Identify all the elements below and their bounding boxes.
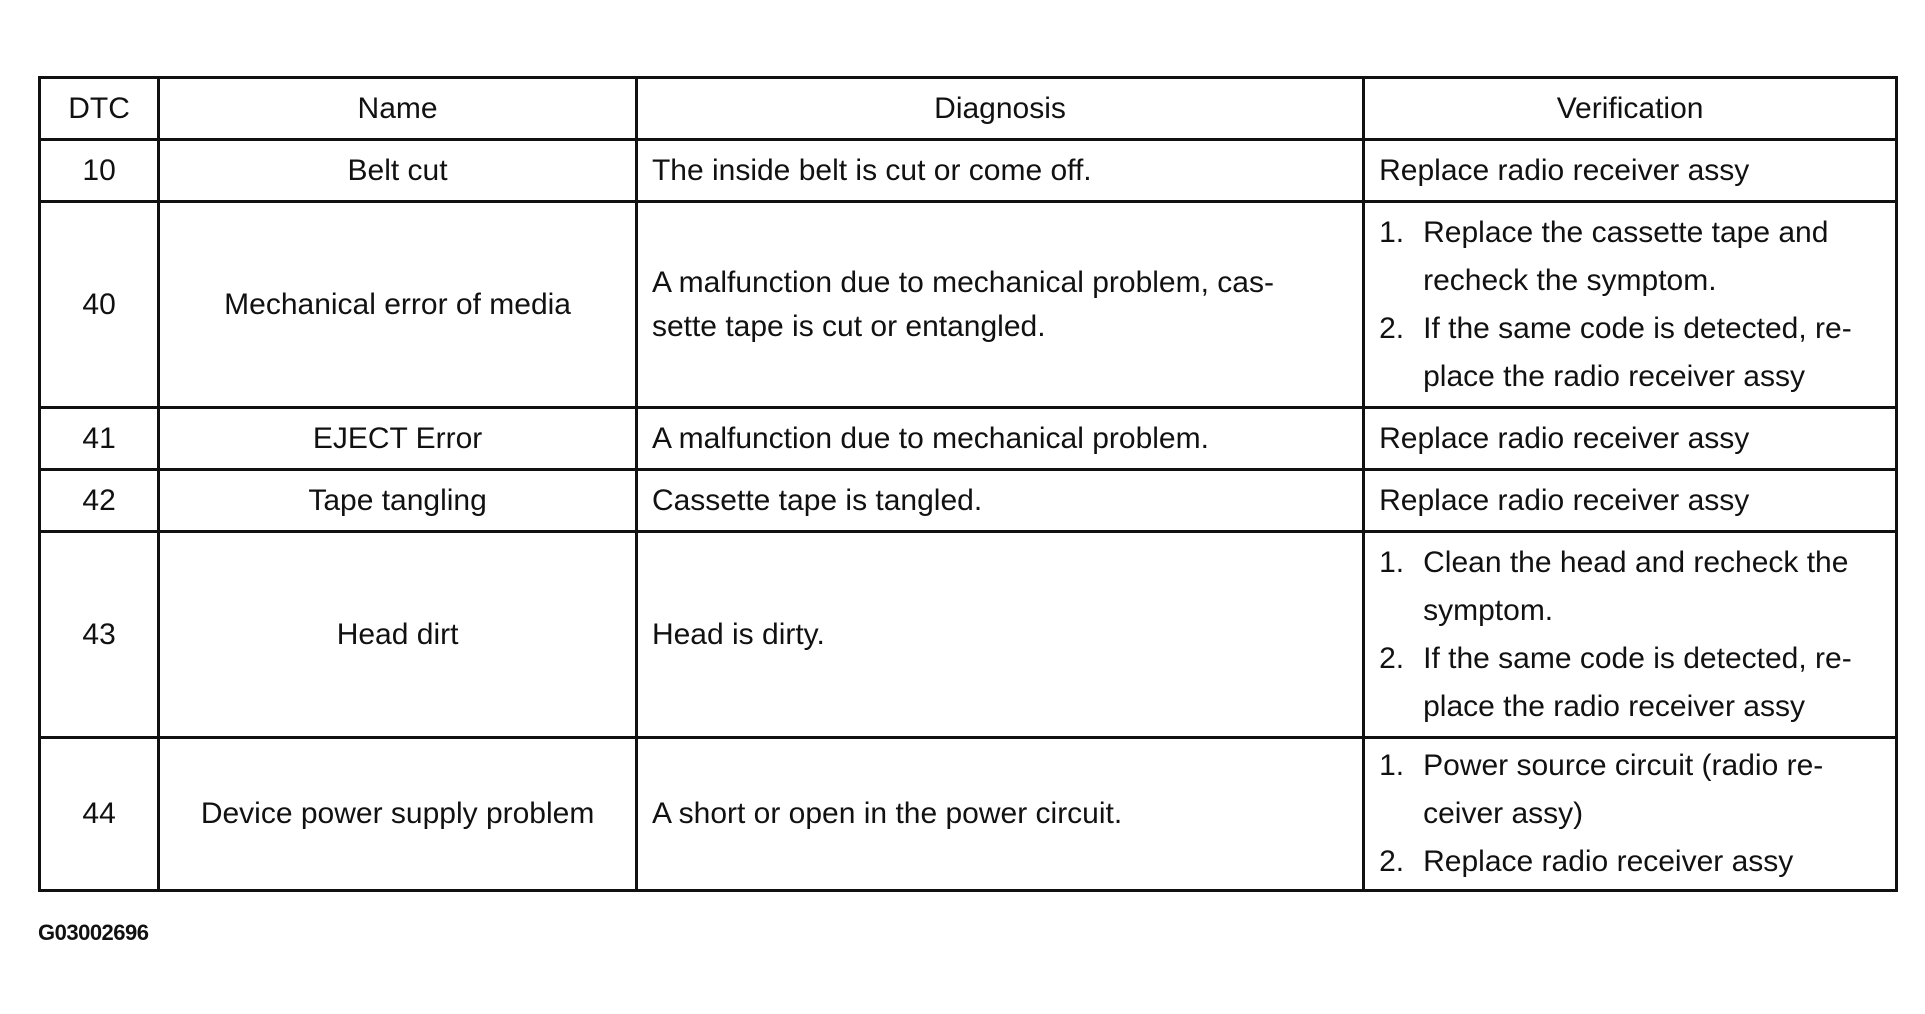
- step-line: place the radio receiver assy: [1423, 359, 1805, 393]
- table-header-row: [40, 78, 1897, 140]
- step-line: ceiver assy): [1423, 797, 1584, 830]
- column-header-verification: Verification: [1364, 78, 1897, 140]
- step-text: [1423, 539, 1881, 635]
- verification-step: [1379, 838, 1881, 886]
- table-row: [40, 140, 1897, 202]
- table-row: [40, 408, 1897, 470]
- dtc-diagnosis: [636, 738, 1363, 891]
- dtc-name: EJECT Error: [159, 408, 637, 470]
- diagnosis-line: The inside belt is cut or come off.: [651, 153, 1092, 187]
- step-text: [1423, 635, 1881, 731]
- verification-step: [1379, 209, 1881, 305]
- dtc-name: Tape tangling: [159, 470, 637, 532]
- step-number: 1.: [1379, 215, 1405, 249]
- diagnosis-line: Cassette tape is tangled.: [651, 483, 983, 517]
- table-row: [40, 202, 1897, 408]
- step-number: 1.: [1379, 749, 1405, 782]
- dtc-verification: Replace radio receiver assy: [1364, 140, 1897, 202]
- step-line: If the same code is detected, re-: [1423, 641, 1852, 675]
- step-text: [1423, 209, 1881, 305]
- step-line: recheck the symptom.: [1423, 263, 1717, 297]
- diagnosis-line: Head is dirty.: [651, 617, 825, 651]
- column-header-diagnosis: Diagnosis: [636, 78, 1363, 140]
- dtc-verification: [1364, 532, 1897, 738]
- verification-list: [1379, 742, 1881, 886]
- verification-step: [1379, 742, 1881, 838]
- verification-step: [1379, 635, 1881, 731]
- figure-id: G03002696: [38, 920, 149, 945]
- step-line: symptom.: [1423, 593, 1554, 627]
- step-number: 1.: [1379, 545, 1405, 579]
- step-line: Replace the cassette tape and: [1423, 215, 1829, 249]
- dtc-verification: [1364, 738, 1897, 891]
- dtc-code: 40: [40, 202, 159, 408]
- column-header-dtc: DTC: [40, 78, 159, 140]
- table-row: [40, 470, 1897, 532]
- dtc-verification: Replace radio receiver assy: [1364, 408, 1897, 470]
- dtc-diagnosis: [636, 470, 1363, 532]
- dtc-diagnosis: [636, 408, 1363, 470]
- dtc-name: Belt cut: [159, 140, 637, 202]
- verification-step: [1379, 305, 1881, 401]
- step-text: [1423, 838, 1881, 886]
- diagnosis-line: A malfunction due to mechanical problem.: [651, 421, 1209, 455]
- table-row: [40, 532, 1897, 738]
- dtc-code: 41: [40, 408, 159, 470]
- diagnosis-line: A short or open in the power circuit.: [651, 797, 1123, 830]
- diagnosis-line: sette tape is cut or entangled.: [651, 309, 1046, 343]
- step-line: Clean the head and recheck the: [1423, 545, 1849, 579]
- dtc-verification: [1364, 202, 1897, 408]
- step-line: place the radio receiver assy: [1423, 689, 1805, 723]
- step-line: Replace radio receiver assy: [1423, 845, 1794, 878]
- verification-step: [1379, 539, 1881, 635]
- dtc-code: 42: [40, 470, 159, 532]
- dtc-code: 44: [40, 738, 159, 891]
- step-number: 2.: [1379, 641, 1405, 675]
- dtc-name: Head dirt: [159, 532, 637, 738]
- step-text: [1423, 305, 1881, 401]
- dtc-table: [38, 76, 1898, 892]
- step-line: Power source circuit (radio re-: [1423, 749, 1824, 782]
- step-text: [1423, 742, 1881, 838]
- dtc-diagnosis: [636, 140, 1363, 202]
- step-number: 2.: [1379, 845, 1405, 878]
- verification-list: [1379, 209, 1881, 401]
- dtc-code: 43: [40, 532, 159, 738]
- step-number: 2.: [1379, 311, 1405, 345]
- table-row: [40, 738, 1897, 891]
- column-header-name: Name: [159, 78, 637, 140]
- diagnosis-line: A malfunction due to mechanical problem, cas-: [651, 265, 1274, 299]
- step-line: If the same code is detected, re-: [1423, 311, 1852, 345]
- dtc-name: Mechanical error of media: [159, 202, 637, 408]
- dtc-code: 10: [40, 140, 159, 202]
- verification-list: [1379, 539, 1881, 731]
- dtc-name: Device power supply problem: [159, 738, 637, 891]
- dtc-diagnosis: [636, 532, 1363, 738]
- dtc-diagnosis: [636, 202, 1363, 408]
- dtc-verification: Replace radio receiver assy: [1364, 470, 1897, 532]
